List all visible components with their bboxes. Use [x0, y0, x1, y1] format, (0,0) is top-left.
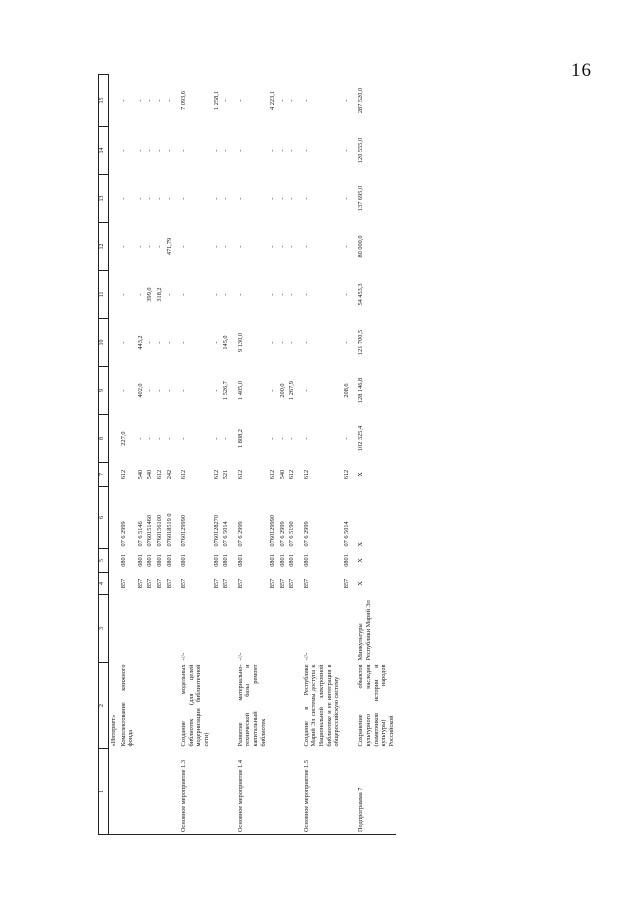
table-cell: 0760129990	[180, 515, 188, 547]
table-cell: 443,2	[136, 335, 144, 350]
table-cell: -	[212, 389, 220, 392]
table-cell: -	[269, 149, 277, 152]
table-cell	[109, 749, 119, 835]
table-cell: 612	[269, 469, 277, 480]
table-cell	[109, 127, 119, 175]
table-cell	[109, 271, 119, 319]
table-cell	[109, 367, 119, 415]
table-cell: 121 700,5	[357, 329, 365, 356]
table-cell: 471,79	[165, 237, 173, 256]
table-cell: 857	[136, 578, 144, 589]
table-cell	[221, 595, 236, 663]
table-cell: -	[165, 293, 173, 296]
table-cell: -	[269, 389, 277, 392]
table-cell: 145,0	[222, 335, 230, 350]
table-cell: -	[236, 149, 244, 152]
table-cell: -	[155, 99, 163, 102]
table-cell: 54 453,3	[357, 283, 365, 306]
table-cell: -	[269, 245, 277, 248]
table-cell	[109, 415, 119, 463]
table-row	[268, 75, 278, 835]
col-header: 7	[99, 463, 109, 487]
table-cell: -	[302, 389, 310, 392]
table-cell: 07 6 2999	[119, 521, 127, 547]
table-cell: 7 093,6	[180, 91, 188, 110]
table-cell: 857	[288, 578, 296, 589]
table-cell: 4 223,1	[269, 91, 277, 110]
table-cell: 857	[180, 578, 188, 589]
table-cell	[109, 75, 119, 127]
table-cell: 076018519 0	[165, 513, 173, 547]
table-cell: 0801	[222, 554, 230, 567]
table-cell: 0801	[136, 554, 144, 567]
table-cell: 857	[212, 578, 220, 589]
table-cell: -	[288, 341, 296, 344]
table-cell: -	[119, 341, 127, 344]
table-cell: -	[222, 245, 230, 248]
table-cell: Основное мероприятие 1.3	[179, 749, 211, 835]
table-cell: 128 146,8	[357, 377, 365, 404]
table-row	[179, 75, 211, 835]
table-cell: -	[165, 437, 173, 440]
table-cell: 857	[269, 578, 277, 589]
col-header: 12	[99, 223, 109, 271]
table-cell: 857	[342, 578, 350, 589]
table-row	[278, 75, 288, 835]
table-cell: 318,2	[155, 287, 163, 302]
table-cell: -	[288, 149, 296, 152]
table-cell	[145, 749, 155, 835]
table-row	[287, 75, 302, 835]
table-cell: -	[119, 293, 127, 296]
table-cell: -	[212, 149, 220, 152]
table-cell: -	[165, 149, 173, 152]
table-cell: 137 695,0	[357, 185, 365, 212]
table-cell: 102 325,4	[357, 425, 365, 452]
table-cell: -	[180, 389, 188, 392]
table-cell	[109, 319, 119, 367]
table-cell: -	[278, 245, 286, 248]
table-cell: -	[136, 245, 144, 248]
table-cell	[342, 595, 357, 663]
table-cell: 540	[136, 469, 144, 480]
table-cell: -	[136, 437, 144, 440]
col-header: 1	[99, 749, 109, 835]
table-cell: -	[302, 437, 310, 440]
table-cell	[155, 663, 165, 749]
table-cell: Х	[357, 541, 365, 547]
table-cell	[119, 595, 136, 663]
table-cell: -	[342, 437, 350, 440]
table-cell: Х	[357, 581, 365, 586]
table-cell	[145, 595, 155, 663]
table-cell: 0801	[302, 554, 310, 567]
table-cell: -	[269, 341, 277, 344]
table-cell	[109, 223, 119, 271]
table-cell: 857	[155, 578, 163, 589]
table-cell	[155, 749, 165, 835]
table-cell: 857	[278, 578, 286, 589]
table-cell: -	[278, 197, 286, 200]
table-cell: 07 6 2999	[302, 521, 310, 547]
col-header: 3	[99, 595, 109, 663]
table-cell: 0760129990	[269, 515, 277, 547]
table-cell: 0801	[278, 554, 286, 567]
table-cell: -	[236, 245, 244, 248]
col-header: 9	[99, 367, 109, 415]
table-row	[342, 75, 357, 835]
table-cell	[109, 549, 119, 573]
table-cell: 612	[288, 469, 296, 480]
table-cell	[109, 595, 119, 663]
budget-table-container	[98, 75, 538, 835]
table-cell: Развитие материально-технической базы и капитальный ремонт библиотек	[236, 664, 267, 747]
table-cell: -	[155, 437, 163, 440]
table-cell: -	[155, 149, 163, 152]
table-cell: 07 6 5014	[222, 521, 230, 547]
table-cell: 540	[146, 469, 154, 480]
table-cell: Основное мероприятие 1.5	[302, 749, 342, 835]
table-cell	[212, 663, 222, 749]
table-cell: 1 258,1	[212, 91, 220, 110]
table-cell: -	[180, 437, 188, 440]
table-row	[356, 75, 396, 835]
table-cell: 612	[180, 469, 188, 480]
table-cell: -	[288, 197, 296, 200]
table-cell: Основное мероприятие 1.4	[236, 749, 268, 835]
table-cell	[119, 749, 136, 835]
col-header: 14	[99, 127, 109, 175]
table-cell: 07 6 5190	[288, 521, 296, 547]
table-cell: -	[136, 149, 144, 152]
table-cell: 07 6 2999	[278, 521, 286, 547]
table-cell: -	[165, 389, 173, 392]
table-cell: -	[119, 149, 127, 152]
table-cell: 0801	[146, 554, 154, 567]
table-cell: Комплектование книжного фонда	[119, 664, 135, 747]
table-cell: -	[180, 245, 188, 248]
table-cell: 612	[236, 469, 244, 480]
table-cell: 857	[165, 578, 173, 589]
table-cell: Минкультуры Республики Марий Эл	[357, 600, 373, 661]
table-cell	[155, 595, 165, 663]
table-cell: -	[342, 149, 350, 152]
table-cell: -//-	[180, 652, 188, 661]
table-cell: -	[342, 245, 350, 248]
table-cell: -	[180, 197, 188, 200]
table-cell: 0801	[155, 554, 163, 567]
table-cell	[221, 663, 236, 749]
table-cell: 0801	[119, 554, 127, 567]
table-cell: -	[146, 341, 154, 344]
col-header: 2	[99, 663, 109, 749]
table-cell: -	[302, 293, 310, 296]
table-cell: -	[146, 197, 154, 200]
table-row	[155, 75, 165, 835]
table-cell: 402,0	[136, 383, 144, 398]
table-cell: 0760128270	[212, 515, 220, 547]
table-cell: 521	[222, 469, 230, 480]
table-row	[145, 75, 155, 835]
table-cell: Х	[357, 558, 365, 563]
table-cell: -	[222, 437, 230, 440]
table-cell: -	[342, 197, 350, 200]
col-header: 13	[99, 175, 109, 223]
table-cell: -	[119, 197, 127, 200]
table-cell: -	[278, 437, 286, 440]
table-cell: 0801	[236, 554, 244, 567]
header-row	[99, 75, 109, 835]
table-cell: -	[236, 99, 244, 102]
table-cell: 242	[165, 469, 173, 480]
col-header: 15	[99, 75, 109, 127]
table-cell: -	[302, 197, 310, 200]
table-cell: 0760151460	[146, 515, 154, 547]
table-cell	[342, 663, 357, 749]
table-cell: -	[288, 99, 296, 102]
table-cell: 9 130,0	[236, 333, 244, 352]
table-cell: 1 405,0	[236, 381, 244, 400]
table-cell: -	[342, 293, 350, 296]
table-cell	[109, 487, 119, 549]
table-cell: 0801	[165, 554, 173, 567]
table-cell: 0801	[212, 554, 220, 567]
col-header: 5	[99, 549, 109, 573]
table-cell	[145, 663, 155, 749]
table-cell: 857	[236, 578, 244, 589]
table-cell: -	[212, 437, 220, 440]
table-cell: Создание в Республике Марий Эл системы доступа к Национальной электронной библиотеке и ее интеграция в общероссийскую систему	[302, 664, 341, 747]
table-row	[119, 75, 136, 835]
table-cell: 0760156100	[155, 515, 163, 547]
table-cell: -	[236, 197, 244, 200]
table-cell: 0801	[180, 554, 188, 567]
table-cell: -//-	[236, 652, 244, 661]
table-cell: -	[119, 99, 127, 102]
table-cell: -	[136, 293, 144, 296]
table-cell: -	[302, 341, 310, 344]
table-row	[165, 75, 180, 835]
table-cell	[165, 749, 180, 835]
table-cell: -	[180, 293, 188, 296]
table-cell: Х	[357, 472, 365, 477]
col-header: 8	[99, 415, 109, 463]
table-cell: -	[302, 99, 310, 102]
table-cell: -	[155, 245, 163, 248]
table-cell: -	[146, 99, 154, 102]
table-cell: -	[180, 149, 188, 152]
table-cell: 80 000,0	[357, 235, 365, 258]
table-cell: 612	[212, 469, 220, 480]
table-cell: 07 6 5014	[342, 521, 350, 547]
page-number: 16	[571, 60, 592, 81]
table-cell	[136, 595, 146, 663]
table-cell: -	[212, 245, 220, 248]
table-row	[302, 75, 342, 835]
table-cell: -	[155, 341, 163, 344]
table-cell: 612	[155, 469, 163, 480]
table-cell: -	[155, 389, 163, 392]
col-header: 10	[99, 319, 109, 367]
table-cell: Подпрограмма 7	[356, 749, 396, 835]
table-cell: -	[278, 293, 286, 296]
table-cell	[278, 749, 288, 835]
table-cell: 227,0	[119, 431, 127, 446]
table-cell	[136, 749, 146, 835]
table-cell: Сохранение объектов культурного наследия (памятников истории и культуры) народов Российской	[357, 664, 395, 747]
table-cell	[136, 663, 146, 749]
table-cell: 0801	[342, 554, 350, 567]
table-row	[136, 75, 146, 835]
col-header: 6	[99, 487, 109, 549]
table-cell: -	[288, 437, 296, 440]
table-cell: -//-	[302, 652, 310, 661]
table-cell: -	[278, 341, 286, 344]
table-cell: Создание модельных библиотек (для целей модернизации библиотечной сети)	[180, 664, 210, 747]
table-cell	[287, 595, 302, 663]
table-cell: 612	[302, 469, 310, 480]
table-cell: -	[236, 293, 244, 296]
table-cell: «Интернет»	[110, 714, 117, 747]
table-cell: -	[278, 149, 286, 152]
table-cell: 1 808,2	[236, 429, 244, 448]
table-cell: -	[302, 149, 310, 152]
table-cell: 200,0	[278, 383, 286, 398]
table-cell	[165, 595, 180, 663]
table-cell: -	[119, 245, 127, 248]
table-cell	[342, 749, 357, 835]
table-cell: -	[288, 293, 296, 296]
table-cell	[278, 595, 288, 663]
table-cell: 857	[146, 578, 154, 589]
table-cell: 1 267,9	[288, 381, 296, 400]
table-cell: -	[278, 99, 286, 102]
table-cell: -	[222, 99, 230, 102]
table-cell: -	[269, 293, 277, 296]
table-cell: 120 555,0	[357, 137, 365, 164]
table-cell: -	[136, 197, 144, 200]
table-cell: -	[165, 197, 173, 200]
table-cell: -	[269, 437, 277, 440]
table-cell	[212, 749, 222, 835]
table-cell: 208,6	[342, 383, 350, 398]
table-cell	[287, 663, 302, 749]
table-cell	[109, 175, 119, 223]
col-header: 4	[99, 573, 109, 595]
table-row	[109, 75, 119, 835]
table-cell: 857	[302, 578, 310, 589]
table-cell: -	[302, 245, 310, 248]
table-cell: -	[165, 341, 173, 344]
table-cell: -	[222, 197, 230, 200]
table-cell: 07 6 5146	[136, 521, 144, 547]
table-cell: 857	[119, 578, 127, 589]
table-cell: 857	[222, 578, 230, 589]
table-cell: -	[165, 99, 173, 102]
table-cell	[165, 663, 180, 749]
table-cell: -	[288, 245, 296, 248]
table-cell: 0801	[269, 554, 277, 567]
table-cell	[268, 595, 278, 663]
table-cell: -	[212, 197, 220, 200]
table-row	[221, 75, 236, 835]
table-cell	[287, 749, 302, 835]
table-cell	[278, 663, 288, 749]
table-cell: -	[146, 149, 154, 152]
table-cell: -	[146, 245, 154, 248]
budget-table	[98, 74, 396, 835]
table-cell: 287 520,0	[357, 87, 365, 114]
table-cell: -	[146, 437, 154, 440]
table-cell: -	[222, 293, 230, 296]
table-cell: -	[146, 389, 154, 392]
table-cell: -	[119, 389, 127, 392]
table-cell: -	[155, 197, 163, 200]
table-row	[212, 75, 222, 835]
table-cell: 399,0	[146, 287, 154, 302]
table-cell	[109, 573, 119, 595]
table-cell	[221, 749, 236, 835]
table-cell	[268, 663, 278, 749]
table-cell: -	[136, 99, 144, 102]
table-cell: 612	[119, 469, 127, 480]
table-cell: 540	[278, 469, 286, 480]
col-header: 11	[99, 271, 109, 319]
table-cell: -	[342, 99, 350, 102]
table-cell: 1 526,7	[222, 381, 230, 400]
table-cell: 07 6 2999	[236, 521, 244, 547]
table-cell	[109, 463, 119, 487]
table-cell: -	[212, 293, 220, 296]
table-cell	[212, 595, 222, 663]
table-row	[236, 75, 268, 835]
table-cell: 0801	[288, 554, 296, 567]
table-cell: -	[269, 197, 277, 200]
table-cell	[268, 749, 278, 835]
table-cell: -	[212, 341, 220, 344]
table-cell: 612	[342, 469, 350, 480]
table-cell: -	[222, 149, 230, 152]
table-cell: -	[342, 341, 350, 344]
table-cell: -	[180, 341, 188, 344]
